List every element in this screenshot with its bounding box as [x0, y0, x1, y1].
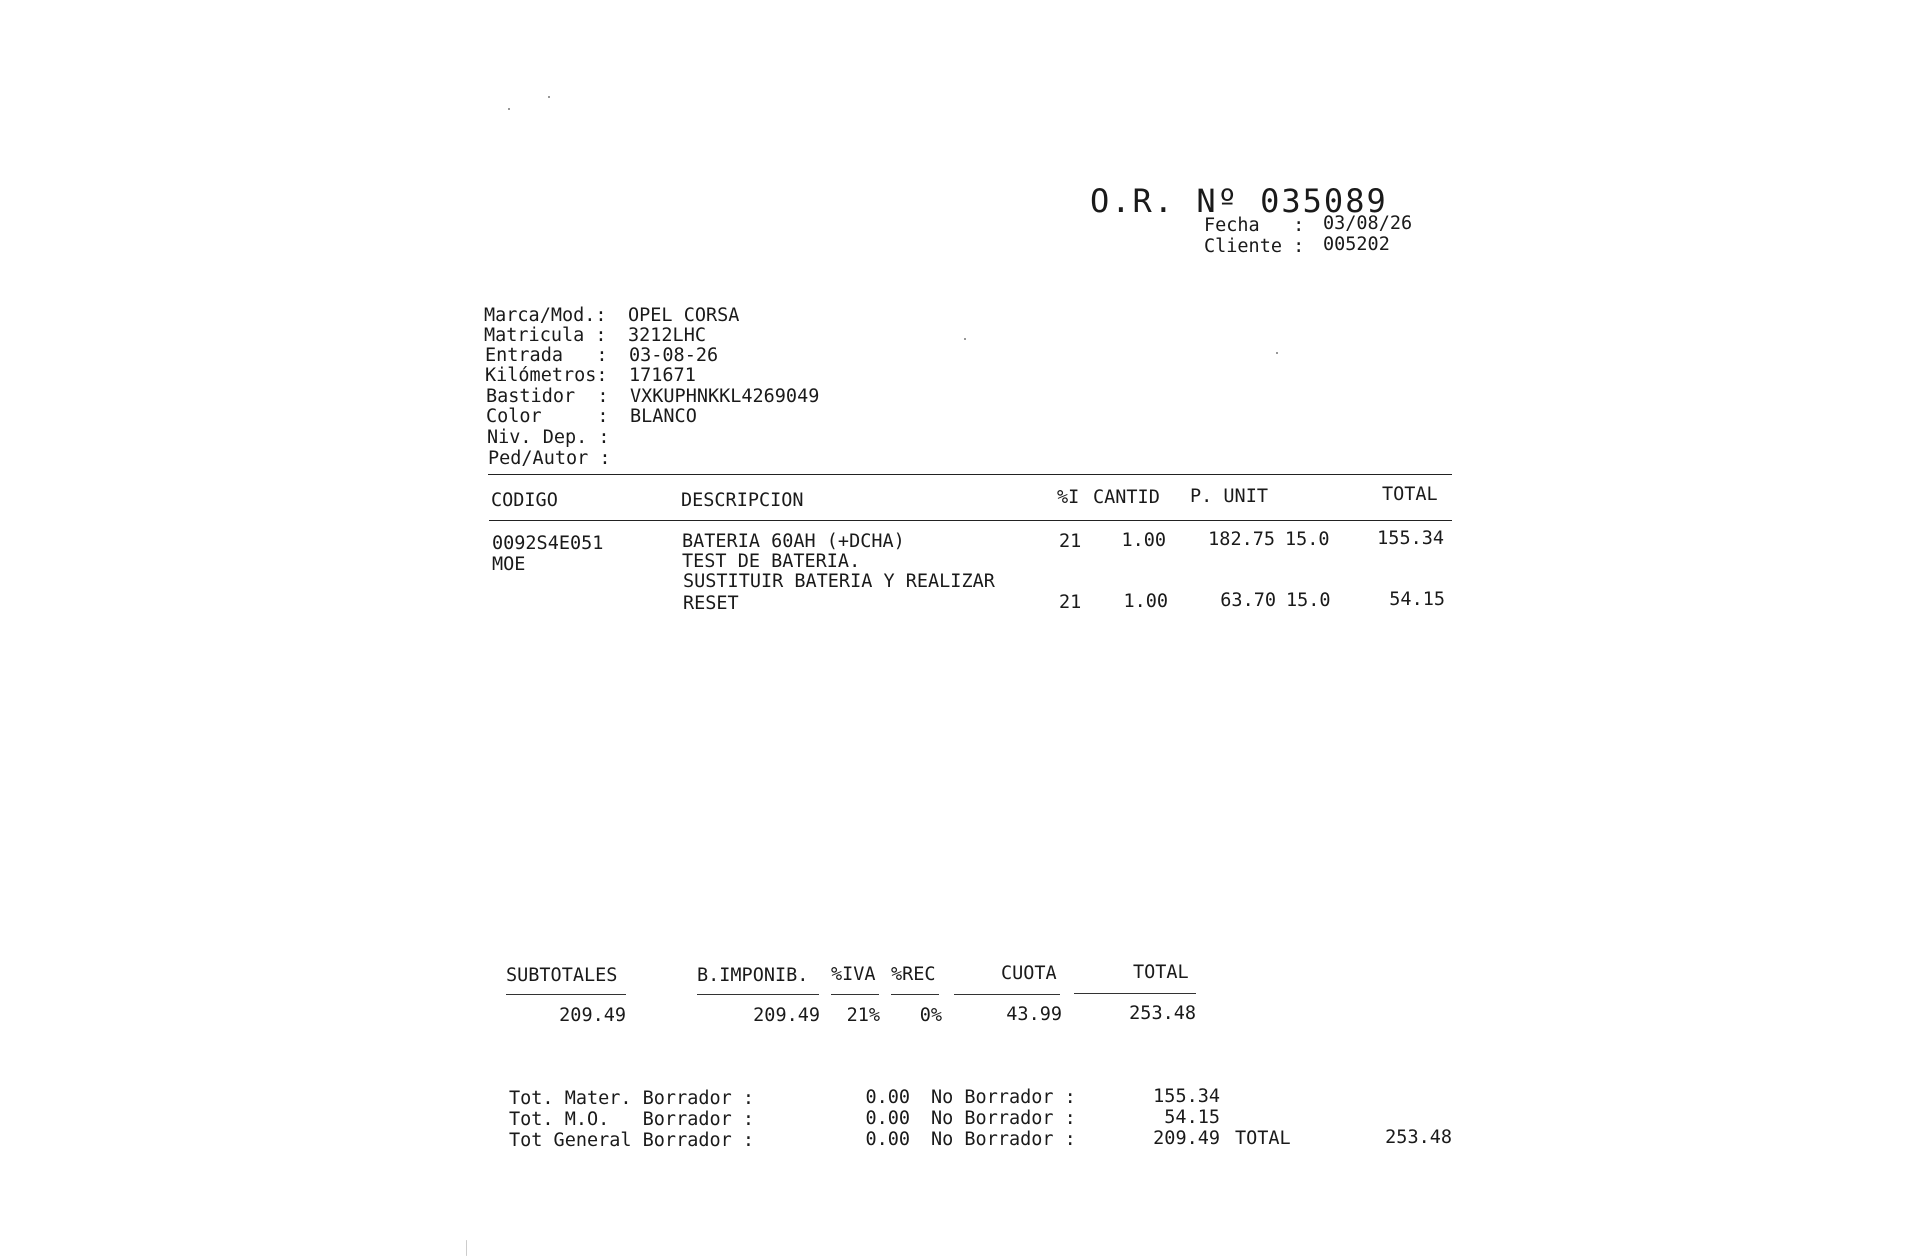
cell-codigo: 0092S4E051 [492, 533, 604, 554]
vehicle-value: 3212LHC [628, 325, 706, 346]
vehicle-label: Color : [486, 406, 609, 427]
subtotal-value-cuota: 43.99 [1006, 1004, 1062, 1025]
col-header-total: TOTAL [1382, 484, 1438, 505]
subtotal-underline [506, 994, 626, 995]
cell-iva: 21 [1059, 592, 1082, 613]
subtotal-header-subtotales: SUBTOTALES [506, 965, 618, 986]
cell-cantid: 1.00 [1123, 591, 1168, 612]
col-header-descripcion: DESCRIPCION [681, 490, 804, 511]
vehicle-row-kilometros [485, 366, 696, 386]
totals-label: Tot. M.O. Borrador : [509, 1109, 755, 1130]
cell-cantid: 1.00 [1121, 530, 1166, 551]
fecha-label: Fecha : [1204, 215, 1305, 236]
subtotal-underline [891, 994, 939, 995]
col-header-iva: %I [1057, 487, 1080, 508]
subtotal-value-iva: 21% [846, 1005, 880, 1026]
totals-label: Tot General Borrador : [509, 1130, 755, 1151]
subtotal-header-rec: %REC [891, 964, 936, 985]
vehicle-value: VXKUPHNKKL4269049 [630, 386, 820, 407]
table-top-rule [488, 474, 1452, 475]
subtotal-header-iva: %IVA [831, 964, 876, 985]
subtotal-header-cuota: CUOTA [1001, 963, 1057, 984]
order-number: O.R. Nº 035089 [1090, 182, 1388, 220]
vehicle-row-niv-dep [487, 428, 631, 448]
vehicle-row-matricula [484, 326, 706, 346]
vehicle-value: 03-08-26 [629, 345, 719, 366]
subtotal-underline [954, 994, 1060, 995]
subtotal-underline [1074, 993, 1196, 994]
scan-speck [548, 96, 550, 98]
cell-total: 155.34 [1377, 528, 1444, 549]
vehicle-label: Marca/Mod.: [484, 305, 607, 326]
subtotal-value-subtotales: 209.49 [559, 1005, 626, 1026]
col-header-cantid: CANTID [1093, 487, 1160, 508]
totals-no-label: No Borrador : [931, 1108, 1076, 1129]
fecha-value: 03/08/26 [1323, 213, 1413, 234]
subtotal-underline [831, 994, 879, 995]
totals-borrador: 0.00 [865, 1087, 910, 1108]
vehicle-label: Matricula : [484, 325, 607, 346]
vehicle-row-color [486, 407, 697, 427]
vehicle-label: Bastidor : [486, 386, 609, 407]
scan-speck [466, 1240, 467, 1256]
vehicle-value: 171671 [629, 365, 696, 386]
cell-codigo: MOE [492, 554, 526, 575]
subtotal-header-bimponib: B.IMPONIB. [697, 965, 809, 986]
grand-total-label: TOTAL [1235, 1128, 1291, 1149]
cell-iva: 21 [1059, 531, 1082, 552]
subtotal-underline [697, 994, 819, 995]
scan-speck [508, 108, 510, 110]
scan-speck [1276, 352, 1278, 354]
vehicle-label: Niv. Dep. : [487, 427, 610, 448]
vehicle-value: OPEL CORSA [628, 305, 740, 326]
vehicle-label: Kilómetros: [485, 365, 608, 386]
table-header-rule [489, 520, 1452, 521]
col-header-punit: P. UNIT [1190, 486, 1268, 507]
subtotal-value-rec: 0% [919, 1005, 942, 1026]
totals-no-label: No Borrador : [931, 1129, 1076, 1150]
cell-descripcion: SUSTITUIR BATERIA Y REALIZAR [683, 571, 995, 592]
subtotal-value-bimponib: 209.49 [753, 1005, 820, 1026]
totals-borrador: 0.00 [865, 1108, 910, 1129]
totals-no-borrador: 155.34 [1153, 1086, 1220, 1107]
totals-label: Tot. Mater. Borrador : [509, 1088, 755, 1109]
totals-no-label: No Borrador : [931, 1087, 1076, 1108]
cell-total: 54.15 [1389, 589, 1445, 610]
cell-descripcion: RESET [683, 593, 739, 614]
totals-borrador: 0.00 [865, 1129, 910, 1150]
cell-dto: 15.0 [1286, 590, 1331, 611]
vehicle-row-ped-autor [488, 449, 632, 469]
cell-punit: 182.75 [1208, 529, 1275, 550]
totals-no-borrador: 54.15 [1164, 1107, 1220, 1128]
cell-descripcion: BATERIA 60AH (+DCHA) [682, 531, 905, 552]
cell-dto: 15.0 [1285, 529, 1330, 550]
col-header-codigo: CODIGO [491, 490, 558, 511]
vehicle-row-entrada [485, 346, 718, 366]
totals-no-borrador: 209.49 [1153, 1128, 1220, 1149]
vehicle-row-bastidor [486, 387, 819, 407]
vehicle-label: Ped/Autor : [488, 448, 611, 469]
cliente-label: Cliente : [1204, 236, 1305, 257]
vehicle-label: Entrada : [485, 345, 608, 366]
subtotal-header-total: TOTAL [1133, 962, 1189, 983]
vehicle-row-marca [484, 306, 739, 326]
cliente-value: 005202 [1323, 234, 1390, 255]
vehicle-info [484, 306, 984, 476]
cell-punit: 63.70 [1220, 590, 1276, 611]
grand-total-value: 253.48 [1385, 1127, 1452, 1148]
subtotal-value-total: 253.48 [1129, 1003, 1196, 1024]
cell-descripcion: TEST DE BATERIA. [682, 551, 861, 572]
vehicle-value: BLANCO [630, 406, 697, 427]
